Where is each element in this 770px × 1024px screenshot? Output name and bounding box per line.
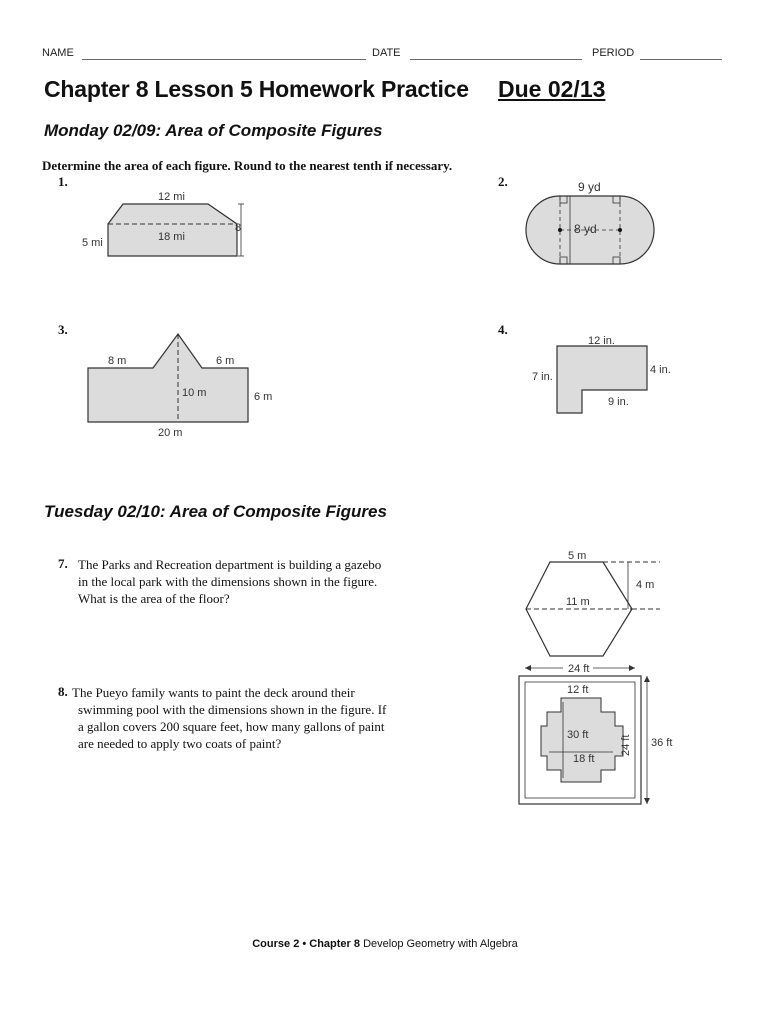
problem-8-number: 8. — [58, 684, 68, 699]
p7-label-middle: 11 m — [566, 596, 590, 608]
problem-1-number: 1. — [58, 174, 68, 189]
p1-label-right: 8 — [235, 222, 242, 234]
problem-1-figure — [80, 190, 260, 265]
p4-label-left: 7 in. — [532, 371, 553, 383]
page-title: Chapter 8 Lesson 5 Homework Practice — [44, 76, 469, 102]
trapezoid-rectangle-shape — [108, 204, 237, 256]
footer-course: Course 2 • Chapter 8 — [252, 938, 361, 950]
problem-4-figure — [530, 333, 680, 415]
problem-7-number: 7. — [58, 556, 68, 571]
p2-label-top: 9 yd — [578, 180, 601, 194]
problem-7-line-3: What is the area of the floor? — [78, 591, 230, 606]
p3-label-bottom: 20 m — [158, 427, 183, 439]
problem-7-figure — [520, 550, 670, 662]
p2-label-middle: 8 yd — [574, 222, 597, 236]
problem-7-line-2: in the local park with the dimensions shown in the figure. — [78, 574, 378, 589]
p3-label-right-top: 6 m — [216, 355, 235, 367]
p7-label-top: 5 m — [568, 550, 587, 562]
problem-4-number: 4. — [498, 322, 508, 337]
problem-8-line-2: swimming pool with the dimensions shown in the figure. If — [78, 702, 387, 717]
p8-label-top-outer: 24 ft — [568, 663, 590, 675]
problem-7-text — [78, 556, 418, 607]
p8-label-vertical-inner: 30 ft — [567, 729, 589, 741]
p1-label-top: 12 mi — [158, 191, 185, 203]
problem-2-figure — [520, 180, 670, 272]
p7-label-right: 4 m — [636, 579, 655, 591]
problem-2-number: 2. — [498, 174, 508, 189]
name-label: NAME — [42, 47, 74, 59]
p8-label-horizontal-inner: 18 ft — [573, 753, 595, 765]
p3-label-right: 6 m — [254, 391, 273, 403]
period-field-line[interactable] — [640, 59, 722, 60]
p3-label-left: 8 m — [108, 355, 127, 367]
center-point-left — [558, 228, 562, 232]
l-shape — [557, 346, 647, 413]
footer-subtitle: Develop Geometry with Algebra — [360, 938, 518, 950]
p1-label-left: 5 mi — [82, 237, 103, 249]
date-field-line[interactable] — [410, 59, 582, 60]
period-label: PERIOD — [592, 47, 635, 59]
problem-8-figure — [505, 660, 680, 812]
due-date: Due 02/13 — [498, 76, 606, 102]
center-point-right — [618, 228, 622, 232]
p4-label-top: 12 in. — [588, 335, 615, 347]
problem-3-figure — [88, 330, 288, 442]
page-footer — [0, 938, 770, 950]
p4-label-right: 4 in. — [650, 364, 671, 376]
problem-8-line-1: The Pueyo family wants to paint the deck around their — [72, 685, 355, 700]
p4-label-bottom: 9 in. — [608, 396, 629, 408]
p3-label-middle: 10 m — [182, 387, 207, 399]
section-tuesday: Tuesday 02/10: Area of Composite Figures — [44, 502, 387, 521]
problem-7-line-1: The Parks and Recreation department is building a gazebo — [78, 557, 382, 572]
p8-label-top-inner: 12 ft — [567, 684, 589, 696]
problem-8-line-4: are needed to apply two coats of paint? — [78, 736, 282, 751]
section-monday: Monday 02/09: Area of Composite Figures — [44, 121, 383, 140]
problem-3-number: 3. — [58, 322, 68, 337]
name-field-line[interactable] — [82, 59, 366, 60]
student-info-row — [42, 44, 732, 64]
rectangle-triangle-shape — [88, 334, 248, 422]
date-label: DATE — [372, 47, 401, 59]
p8-label-right-outer: 36 ft — [651, 737, 673, 749]
problem-8-text — [72, 684, 432, 752]
p1-label-middle: 18 mi — [158, 231, 185, 243]
instructions: Determine the area of each figure. Round to the nearest tenth if necessary. — [42, 158, 453, 173]
p8-label-right-inner: 24 ft — [620, 734, 632, 756]
problem-8-line-3: a gallon covers 200 square feet, how many gallons of paint — [78, 719, 385, 734]
